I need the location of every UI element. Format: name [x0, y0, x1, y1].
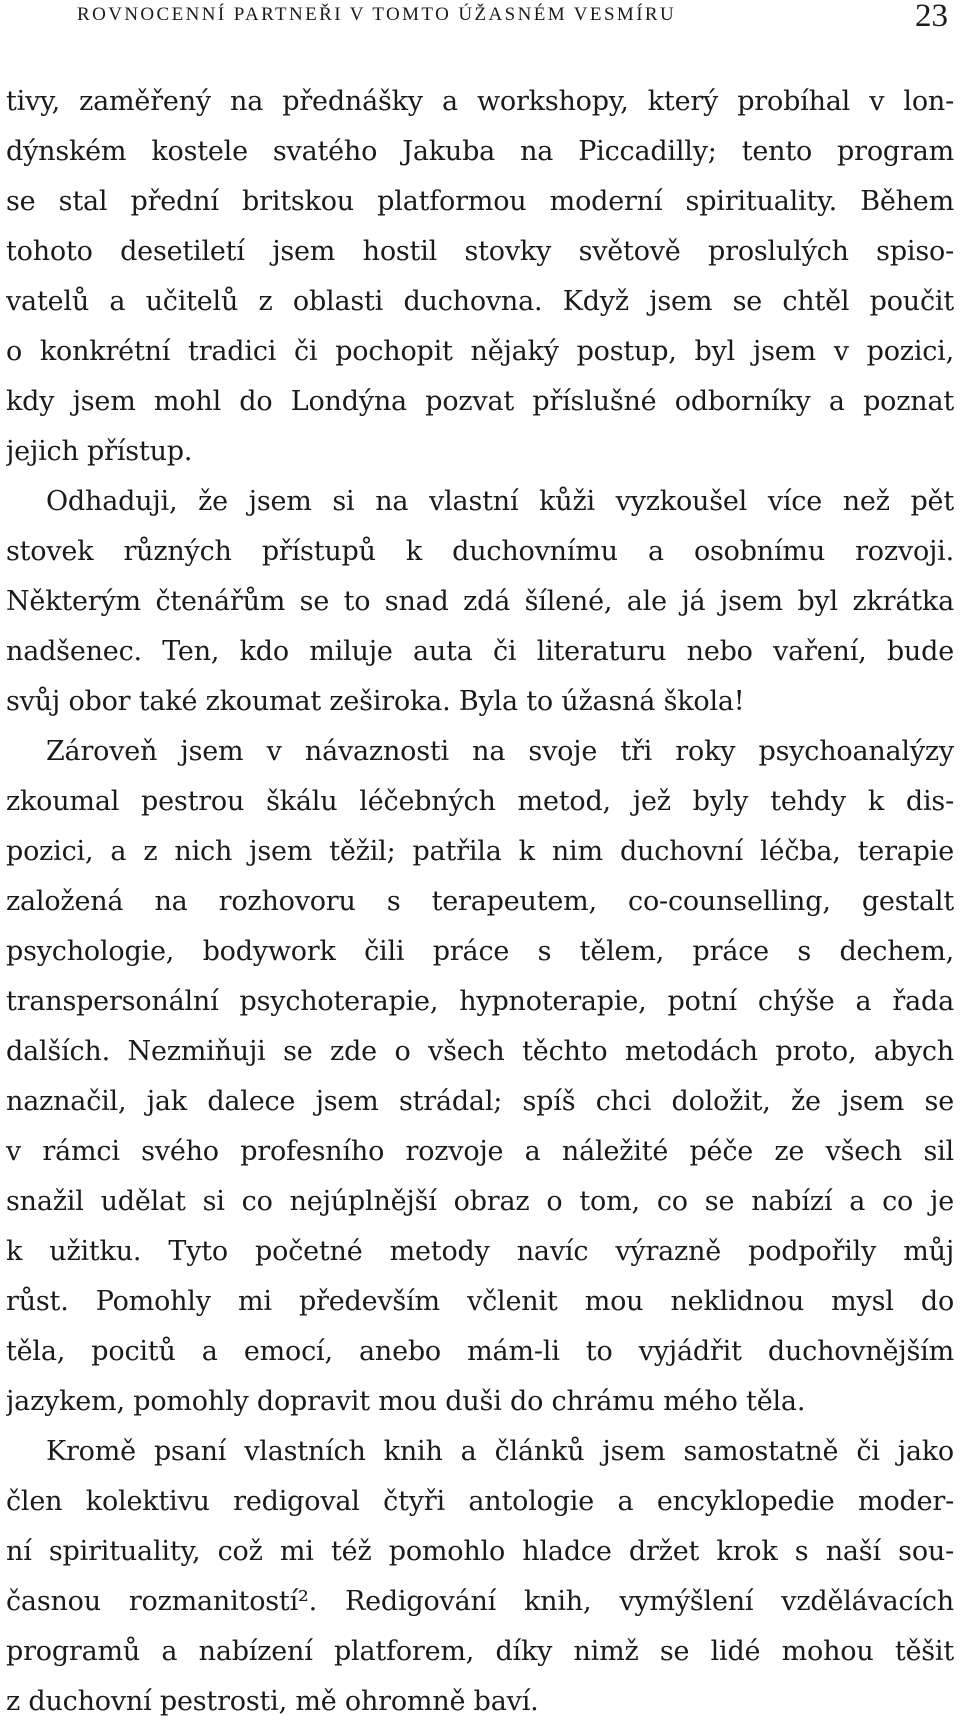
- text-line: svůj obor také zkoumat zeširoka. Byla to úžasná škola!: [6, 686, 745, 717]
- text-line: zkoumal pestrou škálu léčebných metod, jež byly tehdy k dis-: [6, 786, 954, 817]
- text-line: Kromě psaní vlastních knih a článků jsem samostatně či jako: [46, 1436, 954, 1467]
- text-line: kdy jsem mohl do Londýna pozvat příslušné odborníky a poznat: [6, 386, 954, 417]
- text-line: jazykem, pomohly dopravit mou duši do chrámu mého těla.: [6, 1386, 806, 1417]
- page-number: 23: [915, 0, 948, 34]
- text-line: se stal přední britskou platformou moderní spirituality. Během: [6, 186, 954, 217]
- text-line: Některým čtenářům se to snad zdá šílené, ale já jsem byl zkrátka: [6, 586, 954, 617]
- text-line: snažil udělat si co nejúplnější obraz o tom, co se nabízí a co je: [6, 1186, 954, 1217]
- text-line: časnou rozmanitostí². Redigování knih, vymýšlení vzdělávacích: [6, 1586, 954, 1617]
- text-line: růst. Pomohly mi především včlenit mou neklidnou mysl do: [6, 1286, 954, 1317]
- text-line: pozici, a z nich jsem těžil; patřila k nim duchovní léčba, terapie: [6, 836, 954, 867]
- text-line: založená na rozhovoru s terapeutem, co-counselling, gestalt: [6, 886, 954, 917]
- text-line: naznačil, jak dalece jsem strádal; spíš chci doložit, že jsem se: [6, 1086, 954, 1117]
- text-line: člen kolektivu redigoval čtyři antologie a encyklopedie moder-: [6, 1486, 954, 1517]
- text-line: dýnském kostele svatého Jakuba na Piccadilly; tento program: [6, 136, 954, 167]
- text-line: Odhaduji, že jsem si na vlastní kůži vyzkoušel více než pět: [46, 486, 954, 517]
- text-line: transpersonální psychoterapie, hypnoterapie, potní chýše a řada: [6, 986, 954, 1017]
- text-line: v rámci svého profesního rozvoje a náležité péče ze všech sil: [6, 1136, 954, 1167]
- text-line: jejich přístup.: [6, 436, 193, 467]
- text-line: nadšenec. Ten, kdo miluje auta či literaturu nebo vaření, bude: [6, 636, 954, 667]
- text-line: dalších. Nezmiňuji se zde o všech těchto metodách proto, abych: [6, 1036, 954, 1067]
- text-line: vatelů a učitelů z oblasti duchovna. Když jsem se chtěl poučit: [6, 286, 954, 317]
- text-line: tivy, zaměřený na přednášky a workshopy, který probíhal v lon-: [6, 86, 954, 117]
- text-line: stovek různých přístupů k duchovnímu a osobnímu rozvoji.: [6, 536, 954, 567]
- text-line: těla, pocitů a emocí, anebo mám-li to vyjádřit duchovnějším: [6, 1336, 954, 1367]
- text-line: o konkrétní tradici či pochopit nějaký postup, byl jsem v pozici,: [6, 336, 954, 367]
- text-line: Zároveň jsem v návaznosti na svoje tři roky psychoanalýzy: [46, 736, 954, 767]
- running-head: [0, 0, 960, 44]
- running-title: ROVNOCENNÍ PARTNEŘI V TOMTO ÚŽASNÉM VESMÍRU: [77, 4, 677, 25]
- text-line: z duchovní pestrosti, mě ohromně baví.: [6, 1686, 539, 1717]
- body-text: [6, 77, 954, 1727]
- text-line: ní spirituality, což mi též pomohlo hladce držet krok s naší sou-: [6, 1536, 954, 1567]
- text-line: programů a nabízení platforem, díky nimž se lidé mohou těšit: [6, 1636, 954, 1667]
- text-line: psychologie, bodywork čili práce s tělem, práce s dechem,: [6, 936, 954, 967]
- text-line: tohoto desetiletí jsem hostil stovky světově proslulých spiso-: [6, 236, 954, 267]
- text-line: k užitku. Tyto početné metody navíc výrazně podpořily můj: [6, 1236, 954, 1267]
